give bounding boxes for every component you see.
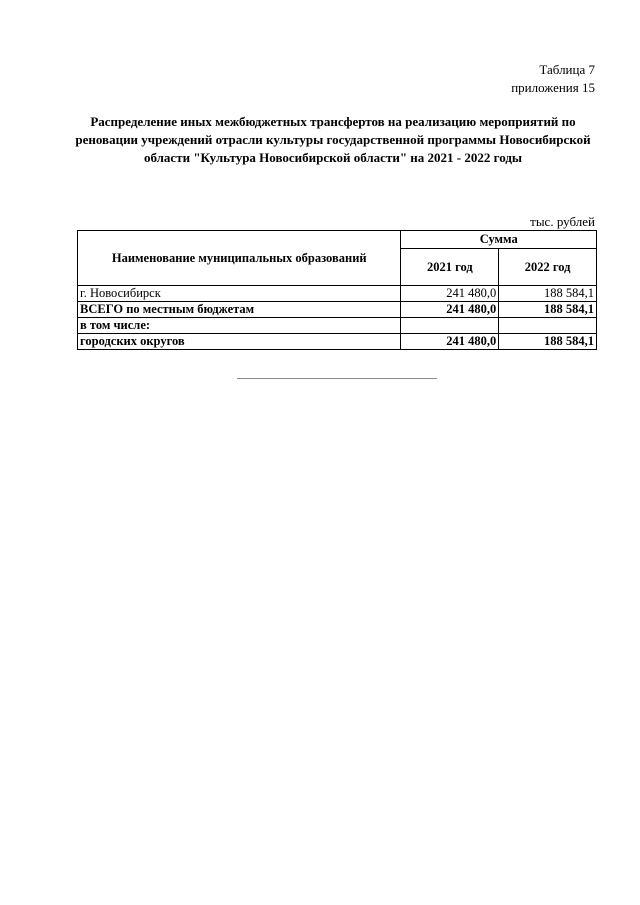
table-row-total <box>78 302 597 318</box>
table-number: Таблица 7 <box>539 62 595 77</box>
column-header-year-2022: 2022 год <box>499 249 597 286</box>
row-value-2022: 188 584,1 <box>499 302 597 318</box>
table-row-urban-districts <box>78 334 597 350</box>
document-title: Распределение иных межбюджетных трансфертов на реализацию мероприятий по реновации учреждений отрасли культуры государственной программы Новосибирской области "Культура Новосибирской области" на 2021 - 2022 годы <box>75 114 591 165</box>
row-value-2022 <box>499 318 597 334</box>
table-row-including <box>78 318 597 334</box>
budget-table <box>77 230 597 350</box>
row-name: ВСЕГО по местным бюджетам <box>78 302 401 318</box>
row-value-2021: 241 480,0 <box>401 334 499 350</box>
row-value-2021: 241 480,0 <box>401 302 499 318</box>
row-name: г. Новосибирск <box>78 286 401 302</box>
column-header-municipality: Наименование муниципальных образований <box>78 231 401 286</box>
row-name: в том числе: <box>78 318 401 334</box>
column-header-year-2021: 2021 год <box>401 249 499 286</box>
row-name: городских округов <box>78 334 401 350</box>
column-header-sum: Сумма <box>401 231 597 249</box>
row-value-2021: 241 480,0 <box>401 286 499 302</box>
row-value-2021 <box>401 318 499 334</box>
end-divider <box>237 378 437 379</box>
row-value-2022: 188 584,1 <box>499 334 597 350</box>
appendix-number: приложения 15 <box>511 80 595 95</box>
table-row <box>78 286 597 302</box>
units-label: тыс. рублей <box>530 214 595 229</box>
row-value-2022: 188 584,1 <box>499 286 597 302</box>
